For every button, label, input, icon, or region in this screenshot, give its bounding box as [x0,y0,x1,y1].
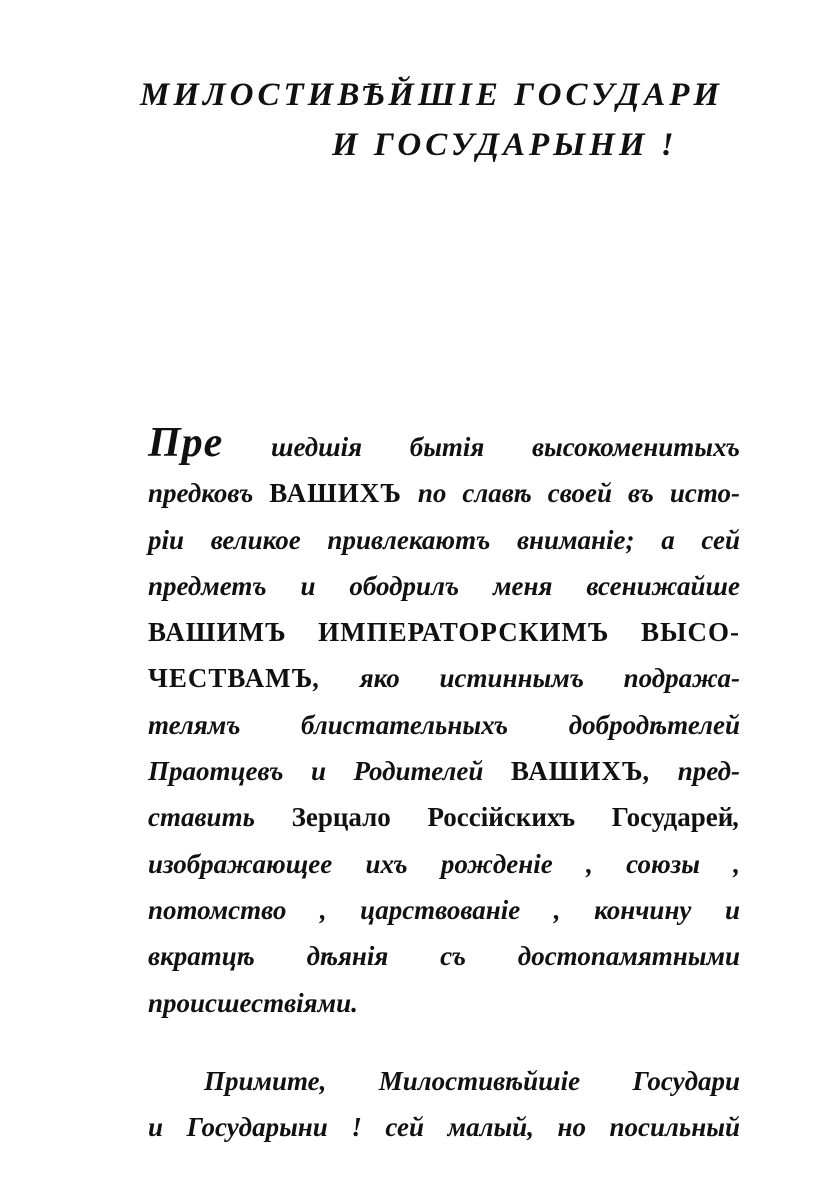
line-8-text-b: , пред- [643,756,740,787]
paragraph-1-line-5 [148,609,740,655]
drop-cap-text: Пре [148,420,224,466]
line-6-text: , яко истиннымъ подража- [313,663,740,694]
line-2-caps: ВАШИХЪ [269,478,402,509]
line-9-text-b: , [733,802,741,833]
paragraph-1-line-6 [148,655,740,701]
line-2-text-b: по славѣ своей въ исто- [401,478,741,509]
paragraph-1-line-12: вкратцѣ дѣянія съ достопамятными [148,941,740,972]
paragraph-1-line-11: потомство , царствованіе , кончину и [148,894,740,925]
line-8-caps: ВАШИХЪ [510,756,644,787]
line-9-text-a: ставить [148,802,292,833]
line-5-caps: ВАШИМЪ ИМПЕРАТОРСКИМЪ ВЫСО- [148,617,740,648]
line-8-text-a: Праотцевъ и Родителей [148,756,511,787]
paragraph-gap [148,1026,748,1058]
line-2-text-a: предковъ [148,478,270,509]
paragraph-1-line-3: ріи великое привлекаютъ вниманіе; а сей [148,524,740,555]
paragraph-1-line-9 [148,794,740,840]
line-6-caps: ЧЕСТВАМЪ [148,663,314,694]
paragraph-1-line-4: предметъ и ободрилъ меня всенижайше [148,570,740,601]
paragraph-1-line-7: телямъ блистательныхъ добродѣтелей [148,709,740,740]
paragraph-1-line-2 [148,470,740,516]
paragraph-1-line-10: изображающее ихъ рожденіе , союзы , [148,848,740,879]
paragraph-1-line-1 [148,420,740,470]
line-9-roman: Зерцало Россійскихъ Государей [291,802,734,833]
paragraph-2-line-2: и Государыни ! сей малый, но посильный [148,1112,740,1143]
heading-line-2: И ГОСУДАРЫНИ ! [332,127,678,163]
heading-line-1: МИЛОСТИВѢЙШІЕ ГОСУДАРИ [140,77,724,113]
paragraph-1-line-13: происшествіями. [148,987,358,1018]
paragraph-1-line-8 [148,748,740,794]
line-1-rest: шедшія бытія высокоменитыхъ [270,432,740,462]
dedication-heading [140,70,740,170]
dedication-body [148,420,748,1150]
paragraph-2-line-1: Примите, Милостивѣйшіе Государи [204,1065,740,1096]
